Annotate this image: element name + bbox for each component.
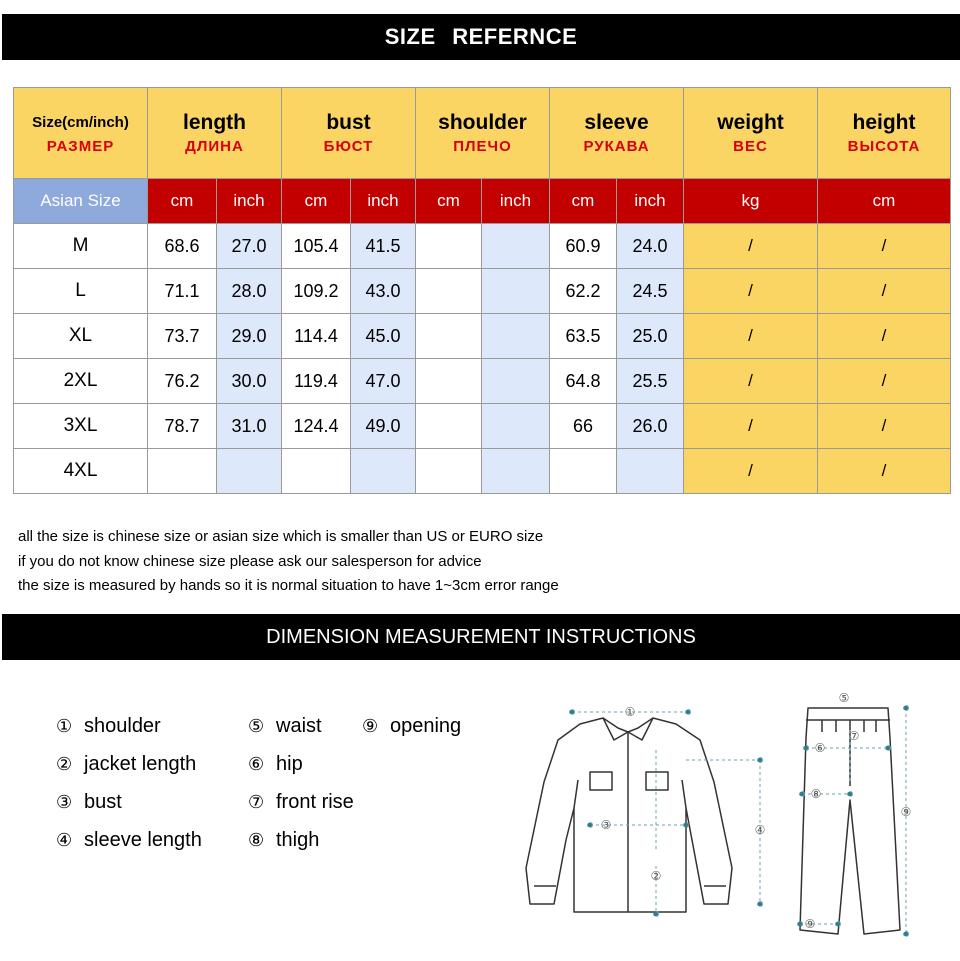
legend-item: ③ bust: [56, 791, 122, 813]
legend-item: ④ sleeve length: [56, 829, 202, 851]
cell-shoulder-in: [482, 359, 550, 404]
cell-size: M: [14, 224, 148, 269]
cell-shoulder-in: [482, 449, 550, 494]
cell-shoulder-cm: [416, 314, 482, 359]
cell-sleeve-in: 24.0: [617, 224, 684, 269]
cell-length-cm: 68.6: [148, 224, 217, 269]
cell-shoulder-cm: [416, 449, 482, 494]
cell-size: 2XL: [14, 359, 148, 404]
cell-shoulder-in: [482, 269, 550, 314]
cell-sleeve-cm: 60.9: [550, 224, 617, 269]
mark-1: ①: [624, 705, 636, 719]
table-row: [14, 224, 951, 269]
unit-cm: cm: [282, 179, 351, 224]
cell-bust-cm: 119.4: [282, 359, 351, 404]
header-weight: weight ВЕС: [684, 88, 818, 179]
cell-height: /: [818, 404, 951, 449]
cell-bust-in: 43.0: [351, 269, 416, 314]
cell-height: /: [818, 314, 951, 359]
unit-cm: cm: [818, 179, 951, 224]
cell-shoulder-cm: [416, 359, 482, 404]
cell-bust-cm: 109.2: [282, 269, 351, 314]
cell-bust-cm: 105.4: [282, 224, 351, 269]
table-row: [14, 449, 951, 494]
unit-inch: inch: [217, 179, 282, 224]
cell-height: /: [818, 449, 951, 494]
cell-length-in: 27.0: [217, 224, 282, 269]
cell-length-in: 29.0: [217, 314, 282, 359]
cell-bust-in: 47.0: [351, 359, 416, 404]
mark-2: ②: [650, 869, 662, 883]
cell-sleeve-cm: 62.2: [550, 269, 617, 314]
header-height: height ВЫСОТА: [818, 88, 951, 179]
cell-bust-cm: 124.4: [282, 404, 351, 449]
mark-6: ⑥: [814, 741, 826, 755]
mark-9: ⑨: [804, 917, 816, 931]
cell-sleeve-in: 25.5: [617, 359, 684, 404]
cell-height: /: [818, 224, 951, 269]
legend-item: ⑤ waist: [248, 715, 322, 737]
cell-shoulder-cm: [416, 269, 482, 314]
cell-length-cm: 78.7: [148, 404, 217, 449]
cell-size: XL: [14, 314, 148, 359]
note-line: the size is measured by hands so it is normal situation to have 1~3cm error range: [18, 577, 559, 594]
note-line: if you do not know chinese size please ask our salesperson for advice: [18, 553, 482, 570]
banner-title: SIZE REFERNCE: [384, 24, 578, 49]
cell-sleeve-in: 26.0: [617, 404, 684, 449]
cell-length-cm: 76.2: [148, 359, 217, 404]
cell-bust-cm: [282, 449, 351, 494]
mark-8: ⑧: [810, 787, 822, 801]
cell-shoulder-cm: [416, 404, 482, 449]
cell-bust-in: 45.0: [351, 314, 416, 359]
cell-length-in: 30.0: [217, 359, 282, 404]
measurement-banner: [2, 614, 960, 660]
legend-item: ⑥ hip: [248, 753, 303, 775]
table-row: [14, 269, 951, 314]
cell-length-cm: 71.1: [148, 269, 217, 314]
garment-diagram: [520, 690, 920, 952]
cell-shoulder-in: [482, 314, 550, 359]
cell-sleeve-cm: 64.8: [550, 359, 617, 404]
mark-3: ③: [600, 818, 612, 832]
cell-length-in: 31.0: [217, 404, 282, 449]
cell-bust-in: [351, 449, 416, 494]
cell-weight: /: [684, 224, 818, 269]
mark-10: ⑨: [900, 805, 912, 819]
table-row: [14, 404, 951, 449]
cell-length-cm: 73.7: [148, 314, 217, 359]
legend-item: ⑨ opening: [362, 715, 462, 737]
cell-weight: /: [684, 269, 818, 314]
cell-size: 4XL: [14, 449, 148, 494]
mark-5: ⑤: [838, 691, 850, 705]
table-row: [14, 359, 951, 404]
cell-sleeve-cm: [550, 449, 617, 494]
banner-title: DIMENSION MEASUREMENT INSTRUCTIONS: [266, 626, 696, 648]
header-row: [14, 88, 951, 179]
unit-inch: inch: [482, 179, 550, 224]
cell-sleeve-in: 25.0: [617, 314, 684, 359]
cell-bust-cm: 114.4: [282, 314, 351, 359]
header-length: length ДЛИНА: [148, 88, 282, 179]
cell-length-cm: [148, 449, 217, 494]
cell-sleeve-cm: 66: [550, 404, 617, 449]
unit-asian-size: Asian Size: [14, 179, 148, 224]
cell-height: /: [818, 269, 951, 314]
header-sleeve: sleeve РУКАВА: [550, 88, 684, 179]
mark-4: ④: [754, 823, 766, 837]
cell-bust-in: 41.5: [351, 224, 416, 269]
cell-length-in: [217, 449, 282, 494]
cell-shoulder-in: [482, 404, 550, 449]
unit-cm: cm: [550, 179, 617, 224]
cell-weight: /: [684, 449, 818, 494]
mark-7: ⑦: [848, 729, 860, 743]
unit-row: [14, 179, 951, 224]
table-row: [14, 314, 951, 359]
legend-item: ⑦ front rise: [248, 791, 354, 813]
cell-shoulder-in: [482, 224, 550, 269]
cell-bust-in: 49.0: [351, 404, 416, 449]
unit-kg: kg: [684, 179, 818, 224]
size-reference-banner: [2, 14, 960, 60]
unit-inch: inch: [351, 179, 416, 224]
cell-sleeve-cm: 63.5: [550, 314, 617, 359]
unit-inch: inch: [617, 179, 684, 224]
header-size: Size(cm/inch) РАЗМЕР: [14, 88, 148, 179]
unit-cm: cm: [148, 179, 217, 224]
size-table: [13, 87, 951, 494]
cell-weight: /: [684, 359, 818, 404]
cell-size: L: [14, 269, 148, 314]
legend-item: ⑧ thigh: [248, 829, 320, 851]
cell-sleeve-in: 24.5: [617, 269, 684, 314]
header-shoulder: shoulder ПЛЕЧО: [416, 88, 550, 179]
legend-item: ① shoulder: [56, 715, 161, 737]
header-bust: bust БЮСТ: [282, 88, 416, 179]
cell-size: 3XL: [14, 404, 148, 449]
unit-cm: cm: [416, 179, 482, 224]
cell-shoulder-cm: [416, 224, 482, 269]
legend-item: ② jacket length: [56, 753, 197, 775]
cell-weight: /: [684, 314, 818, 359]
cell-sleeve-in: [617, 449, 684, 494]
cell-length-in: 28.0: [217, 269, 282, 314]
shirt-outline-icon: [526, 718, 732, 912]
cell-height: /: [818, 359, 951, 404]
note-line: all the size is chinese size or asian size which is smaller than US or EURO size: [18, 528, 544, 545]
cell-weight: /: [684, 404, 818, 449]
